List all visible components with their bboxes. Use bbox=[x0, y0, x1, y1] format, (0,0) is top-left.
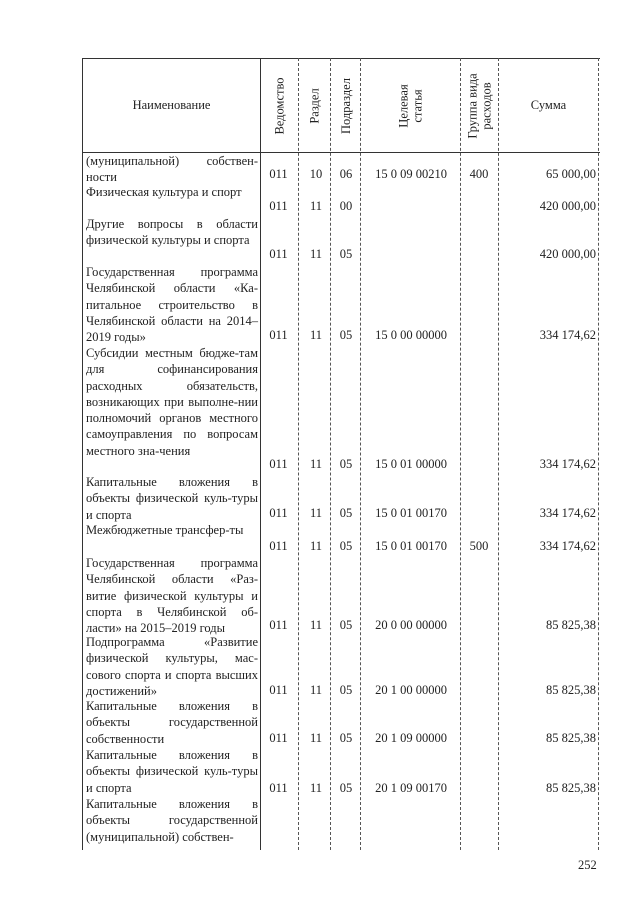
header-celevaya bbox=[361, 59, 460, 152]
cell-vedomstvo: 011 bbox=[269, 506, 288, 520]
column-divider bbox=[298, 58, 299, 850]
header-summa-label: Сумма bbox=[530, 98, 567, 112]
header-razdel-label: Раздел bbox=[307, 87, 322, 124]
cell-vedomstvo: 011 bbox=[269, 781, 288, 795]
header-vedomstvo bbox=[261, 59, 298, 152]
cell-vedomstvo: 011 bbox=[269, 328, 288, 342]
header-name bbox=[83, 59, 260, 152]
table-row-name bbox=[86, 634, 258, 699]
row-name-text: Капитальные вложения в объекты государственной (муниципальной) собствен- bbox=[86, 797, 258, 844]
row-name-text: Межбюджетные трансфер-ты bbox=[86, 523, 244, 537]
cell-celevaya: 15 0 01 00170 bbox=[375, 506, 447, 520]
cell-razdel: 11 bbox=[309, 328, 323, 342]
cell-razdel: 10 bbox=[309, 167, 323, 181]
cell-celevaya: 20 1 00 00000 bbox=[375, 683, 447, 697]
cell-razdel: 11 bbox=[309, 199, 323, 213]
cell-podrazdel: 05 bbox=[339, 247, 353, 261]
header-celevaya-line2: статья bbox=[410, 88, 425, 123]
cell-vedomstvo: 011 bbox=[269, 167, 288, 181]
table-row-name bbox=[86, 555, 258, 636]
cell-summa: 420 000,00 bbox=[539, 199, 596, 213]
row-name-text: Подпрограмма «Развитие физической культуры, мас-сового спорта и спорта высших достижений» bbox=[86, 635, 258, 698]
cell-gruppa: 500 bbox=[469, 539, 489, 553]
cell-vedomstvo: 011 bbox=[269, 539, 288, 553]
cell-podrazdel: 05 bbox=[339, 539, 353, 553]
column-divider bbox=[360, 58, 361, 850]
cell-vedomstvo: 011 bbox=[269, 618, 288, 632]
cell-razdel: 11 bbox=[309, 539, 323, 553]
cell-summa: 85 825,38 bbox=[546, 618, 596, 632]
cell-summa: 85 825,38 bbox=[546, 731, 596, 745]
cell-summa: 65 000,00 bbox=[546, 167, 596, 181]
cell-podrazdel: 00 bbox=[339, 199, 353, 213]
header-gruppa bbox=[461, 59, 498, 152]
column-divider bbox=[330, 58, 331, 850]
cell-summa: 85 825,38 bbox=[546, 781, 596, 795]
cell-podrazdel: 06 bbox=[339, 167, 353, 181]
cell-vedomstvo: 011 bbox=[269, 731, 288, 745]
cell-summa: 334 174,62 bbox=[539, 457, 596, 471]
cell-celevaya: 15 0 01 00170 bbox=[375, 539, 447, 553]
cell-razdel: 11 bbox=[309, 247, 323, 261]
row-name-text: Государственная программа Челябинской области «Раз-витие физической культуры и спорта в Челябинской об-ласти» на 2015–2019 годы bbox=[86, 556, 258, 636]
row-name-text: Государственная программа Челябинской области «Ка-питальное строительство в Челябинской области на 2014–2019 годы» bbox=[86, 265, 258, 345]
cell-podrazdel: 05 bbox=[339, 683, 353, 697]
header-gruppa-label bbox=[466, 73, 494, 138]
cell-podrazdel: 05 bbox=[339, 506, 353, 520]
cell-podrazdel: 05 bbox=[339, 618, 353, 632]
cell-celevaya: 15 0 00 00000 bbox=[375, 328, 447, 342]
table-right-border bbox=[598, 58, 599, 850]
table-row-name bbox=[86, 153, 258, 186]
cell-summa: 420 000,00 bbox=[539, 247, 596, 261]
header-razdel bbox=[299, 59, 330, 152]
cell-vedomstvo: 011 bbox=[269, 683, 288, 697]
cell-podrazdel: 05 bbox=[339, 781, 353, 795]
cell-razdel: 11 bbox=[309, 618, 323, 632]
cell-podrazdel: 05 bbox=[339, 731, 353, 745]
cell-razdel: 11 bbox=[309, 457, 323, 471]
table-row-name bbox=[86, 474, 258, 523]
header-name-label: Наименование bbox=[132, 98, 211, 112]
column-divider bbox=[498, 58, 499, 850]
table-row-name bbox=[86, 796, 258, 845]
table-row-name bbox=[86, 522, 258, 538]
header-summa bbox=[499, 59, 598, 152]
cell-gruppa: 400 bbox=[469, 167, 489, 181]
cell-razdel: 11 bbox=[309, 781, 323, 795]
cell-podrazdel: 05 bbox=[339, 457, 353, 471]
row-name-text: Другие вопросы в области физической культуры и спорта bbox=[86, 217, 258, 248]
cell-vedomstvo: 011 bbox=[269, 199, 288, 213]
row-name-text: (муниципальной) собствен-ности bbox=[86, 154, 258, 185]
header-gruppa-line1: Группа вида bbox=[465, 72, 480, 139]
cell-razdel: 11 bbox=[309, 731, 323, 745]
page-number: 252 bbox=[578, 858, 597, 872]
cell-summa: 334 174,62 bbox=[539, 506, 596, 520]
cell-razdel: 11 bbox=[309, 683, 323, 697]
table-row-name bbox=[86, 184, 258, 200]
column-divider bbox=[260, 58, 261, 850]
header-podrazdel-label: Подраздел bbox=[338, 77, 353, 134]
table-row-name bbox=[86, 264, 258, 345]
table-row-name bbox=[86, 747, 258, 796]
header-vedomstvo-label: Ведомство bbox=[272, 76, 287, 135]
cell-vedomstvo: 011 bbox=[269, 457, 288, 471]
table-row-name bbox=[86, 216, 258, 249]
cell-summa: 334 174,62 bbox=[539, 539, 596, 553]
table-left-border bbox=[82, 58, 83, 850]
cell-celevaya: 15 0 09 00210 bbox=[375, 167, 447, 181]
cell-celevaya: 15 0 01 00000 bbox=[375, 457, 447, 471]
cell-celevaya: 20 1 09 00170 bbox=[375, 781, 447, 795]
row-name-text: Физическая культура и спорт bbox=[86, 185, 242, 199]
row-name-text: Субсидии местным бюдже-там для софинансирования расходных обязательств, возникающих при выполне-нии полномочий органов местного самоуправления по вопросам местного зна-чения bbox=[86, 346, 258, 458]
cell-celevaya: 20 0 00 00000 bbox=[375, 618, 447, 632]
cell-razdel: 11 bbox=[309, 506, 323, 520]
header-gruppa-line2: расходов bbox=[479, 81, 494, 130]
cell-celevaya: 20 1 09 00000 bbox=[375, 731, 447, 745]
column-divider bbox=[460, 58, 461, 850]
row-name-text: Капитальные вложения в объекты государственной собственности bbox=[86, 699, 258, 746]
row-name-text: Капитальные вложения в объекты физической куль-туры и спорта bbox=[86, 748, 258, 795]
header-celevaya-label bbox=[397, 84, 425, 127]
cell-vedomstvo: 011 bbox=[269, 247, 288, 261]
table-row-name bbox=[86, 698, 258, 747]
cell-summa: 334 174,62 bbox=[539, 328, 596, 342]
cell-podrazdel: 05 bbox=[339, 328, 353, 342]
header-podrazdel bbox=[331, 59, 360, 152]
row-name-text: Капитальные вложения в объекты физической куль-туры и спорта bbox=[86, 475, 258, 522]
table-row-name bbox=[86, 345, 258, 459]
cell-summa: 85 825,38 bbox=[546, 683, 596, 697]
header-celevaya-line1: Целевая bbox=[396, 83, 411, 128]
